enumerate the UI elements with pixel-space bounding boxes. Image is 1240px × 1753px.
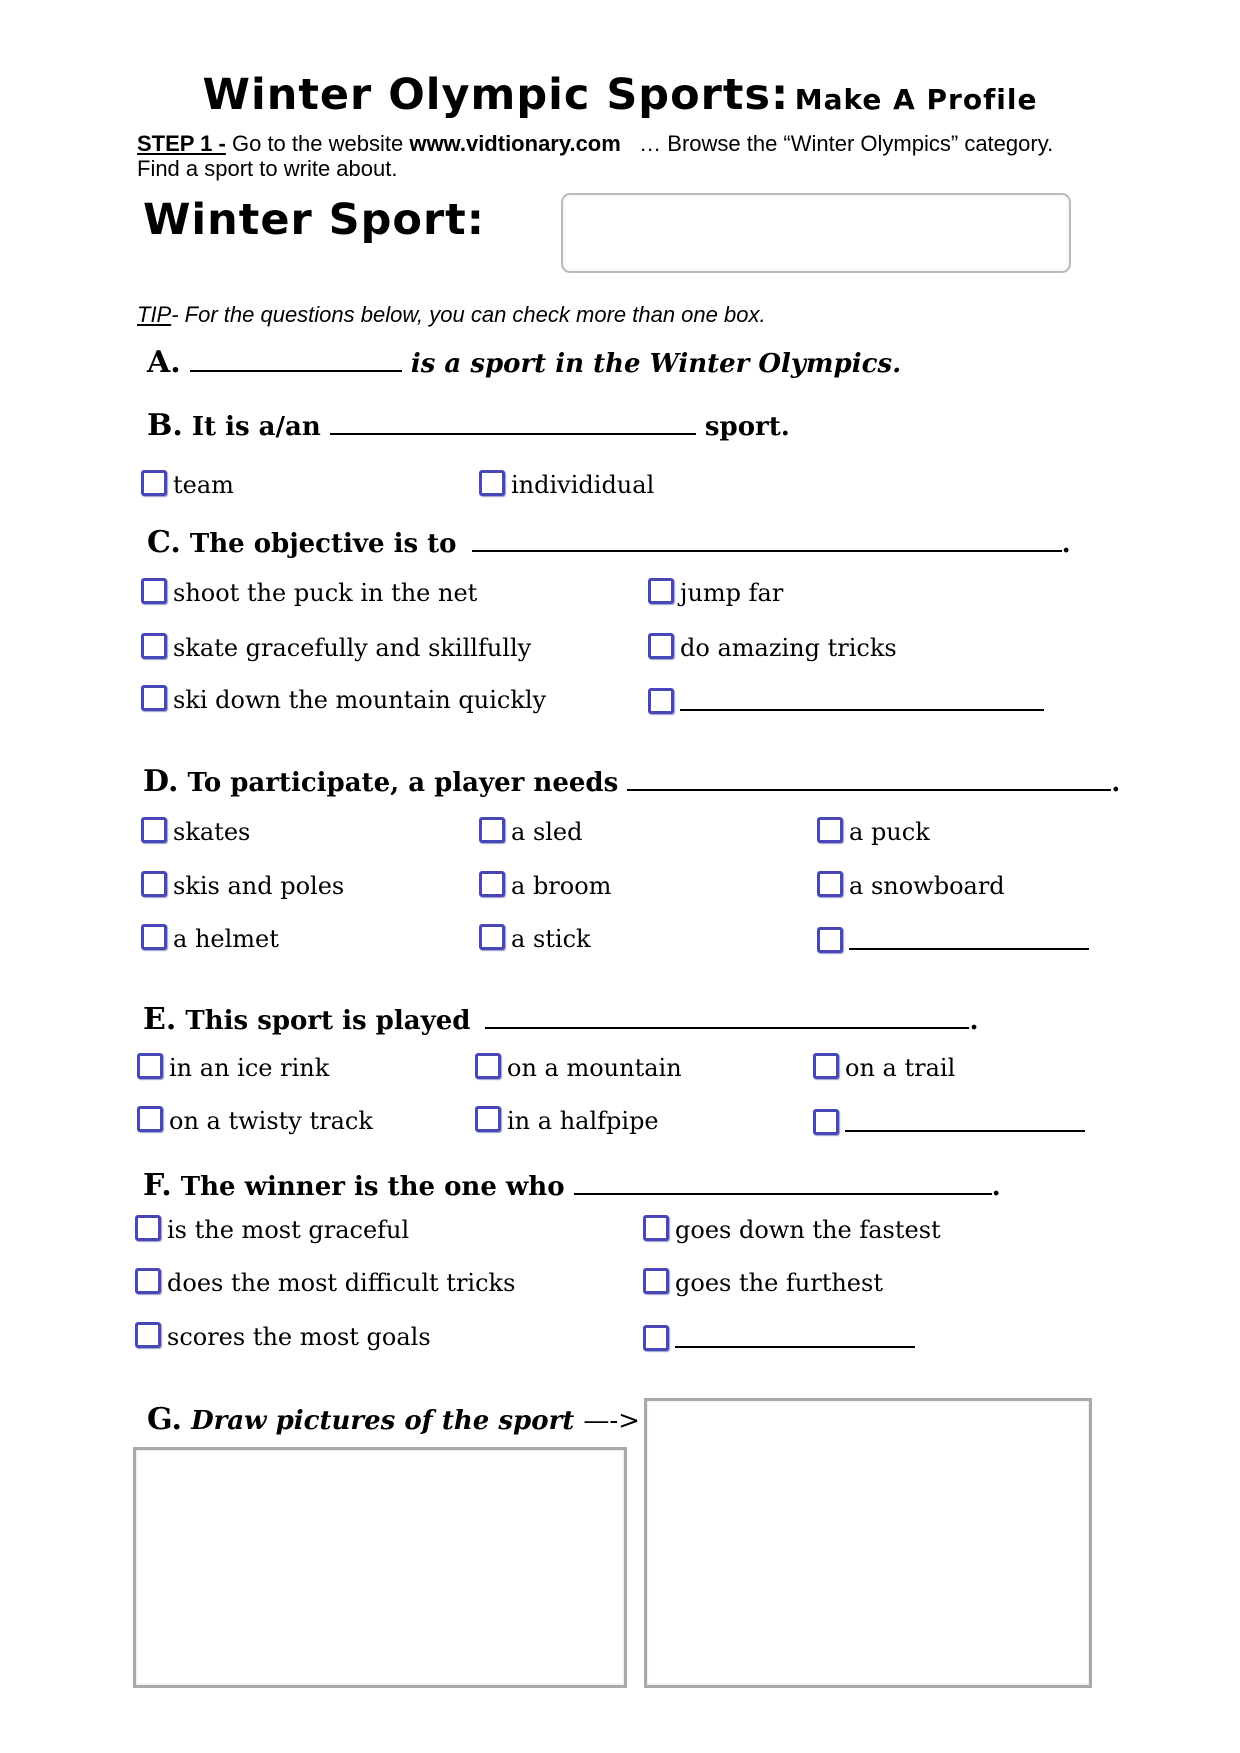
checkbox[interactable] <box>141 924 167 950</box>
option-d-2[interactable] <box>479 817 583 846</box>
option-label: ski down the mountain quickly <box>173 686 547 714</box>
step1-text-before: Go to the website <box>231 131 404 156</box>
question-c <box>147 525 1071 560</box>
question-a <box>147 345 901 380</box>
option-b-individual[interactable] <box>479 470 654 499</box>
option-d-4[interactable] <box>141 871 344 900</box>
winter-sport-input[interactable] <box>561 193 1071 273</box>
option-e-other[interactable] <box>813 1106 1085 1138</box>
option-label: goes the furthest <box>675 1269 883 1297</box>
option-other-blank[interactable] <box>849 924 1089 950</box>
checkbox[interactable] <box>817 927 843 953</box>
question-b-text: It is a/an <box>191 412 321 442</box>
checkbox[interactable] <box>813 1109 839 1135</box>
option-label: on a trail <box>845 1054 956 1082</box>
checkbox[interactable] <box>813 1053 839 1079</box>
title-main: Winter Olympic Sports: <box>202 70 790 120</box>
question-b-end: sport. <box>704 412 790 442</box>
option-label: in a halfpipe <box>507 1107 659 1135</box>
checkbox[interactable] <box>648 633 674 659</box>
option-f-1[interactable] <box>135 1215 409 1244</box>
question-b-blank[interactable] <box>330 409 696 435</box>
checkbox[interactable] <box>135 1215 161 1241</box>
option-e-1[interactable] <box>137 1053 329 1082</box>
option-c-other[interactable] <box>648 685 1044 717</box>
option-d-8[interactable] <box>479 924 591 953</box>
option-f-2[interactable] <box>643 1215 941 1244</box>
question-a-letter: A. <box>147 345 181 380</box>
checkbox[interactable] <box>648 578 674 604</box>
checkbox[interactable] <box>137 1106 163 1132</box>
option-label: on a twisty track <box>169 1107 373 1135</box>
question-a-text: is a sport in the Winter Olympics. <box>410 349 902 379</box>
option-f-5[interactable] <box>135 1322 431 1351</box>
checkbox[interactable] <box>141 871 167 897</box>
option-label: shoot the puck in the net <box>173 579 478 607</box>
checkbox[interactable] <box>648 688 674 714</box>
checkbox[interactable] <box>479 817 505 843</box>
option-b-team[interactable] <box>141 470 234 499</box>
checkbox[interactable] <box>643 1325 669 1351</box>
option-d-7[interactable] <box>141 924 279 953</box>
checkbox[interactable] <box>141 578 167 604</box>
tip-text: - For the questions below, you can check more than one box. <box>171 302 766 327</box>
step1-label: STEP 1 - <box>137 131 226 156</box>
option-label: a puck <box>849 818 930 846</box>
option-c-3[interactable] <box>141 633 531 662</box>
option-other-blank[interactable] <box>675 1322 915 1348</box>
arrow-icon: —-> <box>583 1406 640 1436</box>
question-e-blank[interactable] <box>485 1003 969 1029</box>
checkbox[interactable] <box>141 633 167 659</box>
checkbox[interactable] <box>817 817 843 843</box>
winter-sport-label: Winter Sport: <box>143 195 485 245</box>
option-label: do amazing tricks <box>680 634 897 662</box>
question-c-letter: C. <box>147 525 181 560</box>
question-g <box>147 1402 640 1437</box>
option-label: on a mountain <box>507 1054 682 1082</box>
question-e <box>143 1002 979 1037</box>
question-d-blank[interactable] <box>627 765 1111 791</box>
option-e-4[interactable] <box>137 1106 373 1135</box>
option-label: a sled <box>511 818 583 846</box>
question-d <box>143 764 1120 799</box>
checkbox[interactable] <box>475 1106 501 1132</box>
checkbox[interactable] <box>479 924 505 950</box>
option-label: jump far <box>680 579 784 607</box>
option-label: is the most graceful <box>167 1216 410 1244</box>
step1-line2: Find a sport to write about. <box>137 156 398 181</box>
checkbox[interactable] <box>817 871 843 897</box>
tip-label: TIP <box>137 302 172 327</box>
checkbox[interactable] <box>479 470 505 496</box>
title-sub: Make A Profile <box>794 83 1038 116</box>
question-c-end: . <box>1061 529 1071 559</box>
option-label: a broom <box>511 872 612 900</box>
option-d-1[interactable] <box>141 817 250 846</box>
option-label: goes down the fastest <box>675 1216 941 1244</box>
option-f-other[interactable] <box>643 1322 915 1354</box>
question-d-text: To participate, a player needs <box>187 768 619 798</box>
option-label: does the most difficult tricks <box>167 1269 516 1297</box>
option-f-4[interactable] <box>643 1268 883 1297</box>
question-g-text: Draw pictures of the sport <box>191 1406 575 1436</box>
checkbox[interactable] <box>141 470 167 496</box>
question-c-blank[interactable] <box>472 526 1062 552</box>
option-d-other[interactable] <box>817 924 1089 956</box>
option-label: a helmet <box>173 925 279 953</box>
question-f <box>143 1168 1001 1203</box>
question-c-text: The objective is to <box>189 529 457 559</box>
option-label: scores the most goals <box>167 1323 431 1351</box>
question-f-text: The winner is the one who <box>180 1172 565 1202</box>
option-label: in an ice rink <box>169 1054 330 1082</box>
checkbox[interactable] <box>135 1268 161 1294</box>
option-e-2[interactable] <box>475 1053 682 1082</box>
option-c-4[interactable] <box>648 633 897 662</box>
checkbox[interactable] <box>475 1053 501 1079</box>
step1-instructions <box>137 131 1117 181</box>
tip <box>137 302 766 328</box>
checkbox[interactable] <box>135 1322 161 1348</box>
question-g-letter: G. <box>147 1402 182 1437</box>
question-b-letter: B. <box>147 408 183 443</box>
checkbox[interactable] <box>479 871 505 897</box>
option-c-5[interactable] <box>141 685 546 714</box>
option-label: individidual <box>511 471 655 499</box>
question-f-blank[interactable] <box>574 1169 992 1195</box>
drawing-box-right[interactable] <box>644 1398 1092 1688</box>
question-d-letter: D. <box>143 764 179 799</box>
question-b <box>147 408 790 443</box>
page-title <box>0 70 1240 120</box>
question-e-text: This sport is played <box>185 1006 471 1036</box>
option-label: skates <box>173 818 251 846</box>
question-f-letter: F. <box>143 1168 172 1203</box>
checkbox[interactable] <box>643 1215 669 1241</box>
option-d-3[interactable] <box>817 817 930 846</box>
option-label: a snowboard <box>849 872 1005 900</box>
checkbox[interactable] <box>141 685 167 711</box>
option-f-3[interactable] <box>135 1268 515 1297</box>
option-e-5[interactable] <box>475 1106 659 1135</box>
option-other-blank[interactable] <box>845 1106 1085 1132</box>
question-a-blank[interactable] <box>190 346 402 372</box>
option-d-6[interactable] <box>817 871 1005 900</box>
option-label: skis and poles <box>173 872 345 900</box>
question-f-end: . <box>991 1172 1001 1202</box>
option-e-3[interactable] <box>813 1053 955 1082</box>
option-c-2[interactable] <box>648 578 783 607</box>
checkbox[interactable] <box>141 817 167 843</box>
option-label: skate gracefully and skillfully <box>173 634 532 662</box>
checkbox[interactable] <box>643 1268 669 1294</box>
option-d-5[interactable] <box>479 871 611 900</box>
website-link[interactable]: www.vidtionary.com <box>409 131 621 156</box>
question-e-end: . <box>969 1006 979 1036</box>
option-other-blank[interactable] <box>680 685 1044 711</box>
drawing-box-left[interactable] <box>133 1447 627 1688</box>
option-c-1[interactable] <box>141 578 477 607</box>
checkbox[interactable] <box>137 1053 163 1079</box>
question-d-end: . <box>1111 768 1121 798</box>
question-e-letter: E. <box>143 1002 177 1037</box>
option-label: team <box>173 471 234 499</box>
option-label: a stick <box>511 925 591 953</box>
step1-text-after: … Browse the “Winter Olympics” category. <box>639 131 1054 156</box>
